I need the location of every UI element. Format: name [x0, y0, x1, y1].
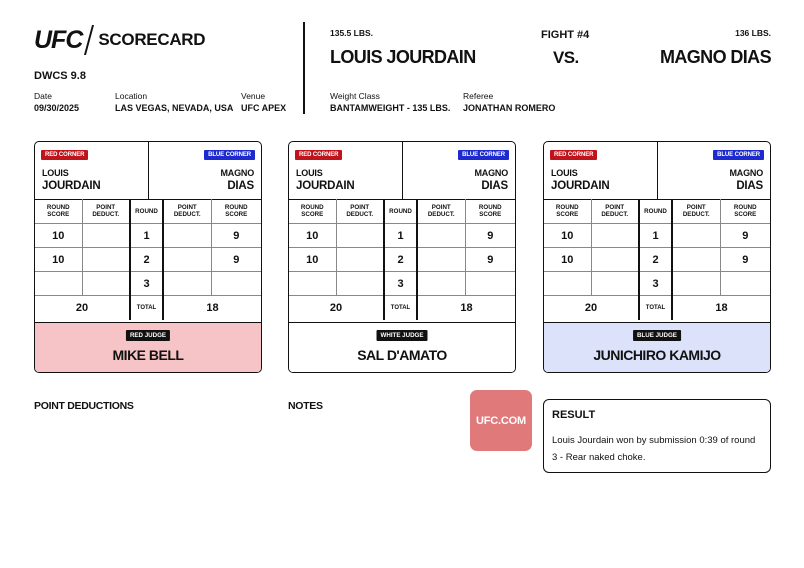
blue-first-name: MAGNO — [474, 168, 508, 178]
header-divider — [402, 142, 403, 199]
blue-score: 9 — [465, 224, 515, 248]
blue-last-name: DIAS — [736, 180, 763, 192]
red-last-name: JOURDAIN — [42, 180, 101, 192]
red-round-score-header: ROUND SCORE — [35, 199, 82, 224]
red-deduction — [591, 224, 639, 248]
blue-total: 18 — [672, 296, 770, 321]
round-number: 3 — [639, 272, 672, 296]
blue-score — [720, 272, 770, 296]
header-divider — [303, 22, 305, 114]
total-label: TOTAL — [384, 296, 417, 321]
red-deduction — [336, 224, 384, 248]
red-round-score-header: ROUND SCORE — [289, 199, 336, 224]
red-point-deduct-header: POINT DEDUCT. — [591, 199, 639, 224]
blue-deduction — [672, 272, 720, 296]
score-table — [544, 199, 770, 320]
judge-panel — [289, 322, 515, 373]
judge-name: MIKE BELL — [112, 347, 184, 363]
blue-first-name: MAGNO — [729, 168, 763, 178]
round-row — [289, 248, 515, 272]
blue-deduction — [163, 248, 211, 272]
fight-number: FIGHT #4 — [541, 29, 590, 41]
red-deduction — [336, 248, 384, 272]
round-row — [544, 272, 770, 296]
weight-class-label: Weight Class — [330, 91, 380, 101]
red-last-name: JOURDAIN — [551, 180, 610, 192]
blue-round-score-header: ROUND SCORE — [465, 199, 515, 224]
red-corner-fighter — [551, 167, 609, 193]
blue-deduction — [417, 272, 465, 296]
blue-first-name: MAGNO — [220, 168, 254, 178]
red-score: 10 — [35, 224, 82, 248]
red-deduction — [591, 272, 639, 296]
blue-corner-fighter — [730, 167, 764, 193]
blue-deduction — [417, 248, 465, 272]
location-label: Location — [115, 91, 148, 101]
round-number: 2 — [384, 248, 417, 272]
red-corner-tag: RED CORNER — [550, 150, 597, 160]
ufc-scorecard-logo — [34, 26, 205, 54]
round-row — [544, 224, 770, 248]
red-round-score-header: ROUND SCORE — [544, 199, 591, 224]
red-deduction — [591, 248, 639, 272]
red-score — [289, 272, 336, 296]
result-box — [543, 399, 771, 473]
blue-score — [211, 272, 261, 296]
red-first-name: LOUIS — [296, 168, 323, 178]
judge-panel — [35, 322, 261, 373]
red-deduction — [336, 272, 384, 296]
blue-total: 18 — [417, 296, 515, 321]
result-text: Louis Jourdain won by submission 0:39 of round 3 - Rear naked choke. — [552, 435, 756, 463]
blue-score: 9 — [465, 248, 515, 272]
ufc-com-link[interactable]: UFC.COM — [470, 390, 532, 451]
round-row — [35, 224, 261, 248]
header-divider — [148, 142, 149, 199]
round-number: 2 — [130, 248, 163, 272]
blue-total: 18 — [163, 296, 261, 321]
blue-fighter-name: MAGNO DIAS — [659, 47, 771, 67]
red-corner-tag: RED CORNER — [41, 150, 88, 160]
red-point-deduct-header: POINT DEDUCT. — [82, 199, 130, 224]
score-table — [289, 199, 515, 320]
judge-tag: RED JUDGE — [126, 330, 170, 341]
round-number: 3 — [130, 272, 163, 296]
red-total: 20 — [35, 296, 130, 321]
judge-name: JUNICHIRO KAMIJO — [593, 347, 721, 363]
weight-class-value: BANTAMWEIGHT - 135 LBS. — [330, 103, 451, 113]
blue-score: 9 — [720, 248, 770, 272]
judge-scorecard-white — [288, 141, 516, 373]
date-label: Date — [34, 91, 52, 101]
judge-name: SAL D'AMATO — [357, 347, 447, 363]
blue-score: 9 — [720, 224, 770, 248]
red-score: 10 — [35, 248, 82, 272]
total-label: TOTAL — [639, 296, 672, 321]
blue-score: 9 — [211, 248, 261, 272]
red-score: 10 — [289, 224, 336, 248]
date-value: 09/30/2025 — [34, 103, 80, 113]
venue-label: Venue — [241, 91, 266, 101]
judge-scorecard-red — [34, 141, 262, 373]
blue-score — [465, 272, 515, 296]
red-corner-fighter — [296, 167, 354, 193]
blue-corner-tag: BLUE CORNER — [713, 150, 764, 160]
blue-point-deduct-header: POINT DEDUCT. — [417, 199, 465, 224]
round-number: 1 — [639, 224, 672, 248]
red-first-name: LOUIS — [42, 168, 69, 178]
round-row — [35, 272, 261, 296]
judge-scorecard-blue — [543, 141, 771, 373]
red-deduction — [82, 224, 130, 248]
red-deduction — [82, 248, 130, 272]
point-deductions-heading: POINT DEDUCTIONS — [34, 400, 134, 412]
blue-point-deduct-header: POINT DEDUCT. — [163, 199, 211, 224]
header-divider — [657, 142, 658, 199]
round-row — [35, 248, 261, 272]
round-number: 2 — [639, 248, 672, 272]
total-row — [289, 296, 515, 321]
judge-tag: BLUE JUDGE — [633, 330, 681, 341]
logo-divider — [84, 25, 94, 55]
blue-round-score-header: ROUND SCORE — [720, 199, 770, 224]
round-header: ROUND — [639, 199, 672, 224]
score-table — [35, 199, 261, 320]
red-score — [35, 272, 82, 296]
vs-label: VS. — [553, 48, 579, 67]
blue-deduction — [163, 224, 211, 248]
event-name: DWCS 9.8 — [34, 70, 86, 82]
blue-last-name: DIAS — [481, 180, 508, 192]
round-row — [544, 248, 770, 272]
total-row — [544, 296, 770, 321]
red-fighter-name: LOUIS JOURDAIN — [330, 47, 476, 67]
blue-deduction — [672, 224, 720, 248]
red-weight: 135.5 LBS. — [330, 28, 373, 38]
red-corner-tag: RED CORNER — [295, 150, 342, 160]
round-header: ROUND — [384, 199, 417, 224]
red-deduction — [82, 272, 130, 296]
score-table-header — [289, 199, 515, 224]
round-row — [289, 224, 515, 248]
round-number: 1 — [130, 224, 163, 248]
referee-label: Referee — [463, 91, 494, 101]
blue-weight: 136 LBS. — [735, 28, 771, 38]
judge-panel — [544, 322, 770, 373]
notes-heading: NOTES — [288, 400, 323, 412]
referee-value: JONATHAN ROMERO — [463, 103, 556, 113]
blue-last-name: DIAS — [227, 180, 254, 192]
round-number: 3 — [384, 272, 417, 296]
scorecard-header — [289, 142, 515, 200]
judge-tag: WHITE JUDGE — [377, 330, 428, 341]
score-table-header — [544, 199, 770, 224]
red-score: 10 — [289, 248, 336, 272]
total-row — [35, 296, 261, 321]
location-value: LAS VEGAS, NEVADA, USA — [115, 103, 234, 113]
round-number: 1 — [384, 224, 417, 248]
blue-round-score-header: ROUND SCORE — [211, 199, 261, 224]
blue-point-deduct-header: POINT DEDUCT. — [672, 199, 720, 224]
blue-deduction — [163, 272, 211, 296]
blue-deduction — [417, 224, 465, 248]
red-total: 20 — [289, 296, 384, 321]
red-total: 20 — [544, 296, 639, 321]
blue-score: 9 — [211, 224, 261, 248]
blue-corner-tag: BLUE CORNER — [458, 150, 509, 160]
blue-deduction — [672, 248, 720, 272]
red-last-name: JOURDAIN — [296, 180, 355, 192]
result-title: RESULT — [552, 409, 596, 421]
blue-corner-fighter — [475, 167, 509, 193]
red-score — [544, 272, 591, 296]
ufc-logo-text: UFC — [34, 25, 83, 54]
scorecard-logo-text: SCORECARD — [98, 30, 206, 49]
round-header: ROUND — [130, 199, 163, 224]
scorecard-header — [544, 142, 770, 200]
red-score: 10 — [544, 248, 591, 272]
blue-corner-tag: BLUE CORNER — [204, 150, 255, 160]
blue-corner-fighter — [221, 167, 255, 193]
red-score: 10 — [544, 224, 591, 248]
venue-value: UFC APEX — [241, 103, 287, 113]
score-table-header — [35, 199, 261, 224]
total-label: TOTAL — [130, 296, 163, 321]
red-point-deduct-header: POINT DEDUCT. — [336, 199, 384, 224]
red-first-name: LOUIS — [551, 168, 578, 178]
red-corner-fighter — [42, 167, 100, 193]
scorecard-header — [35, 142, 261, 200]
round-row — [289, 272, 515, 296]
